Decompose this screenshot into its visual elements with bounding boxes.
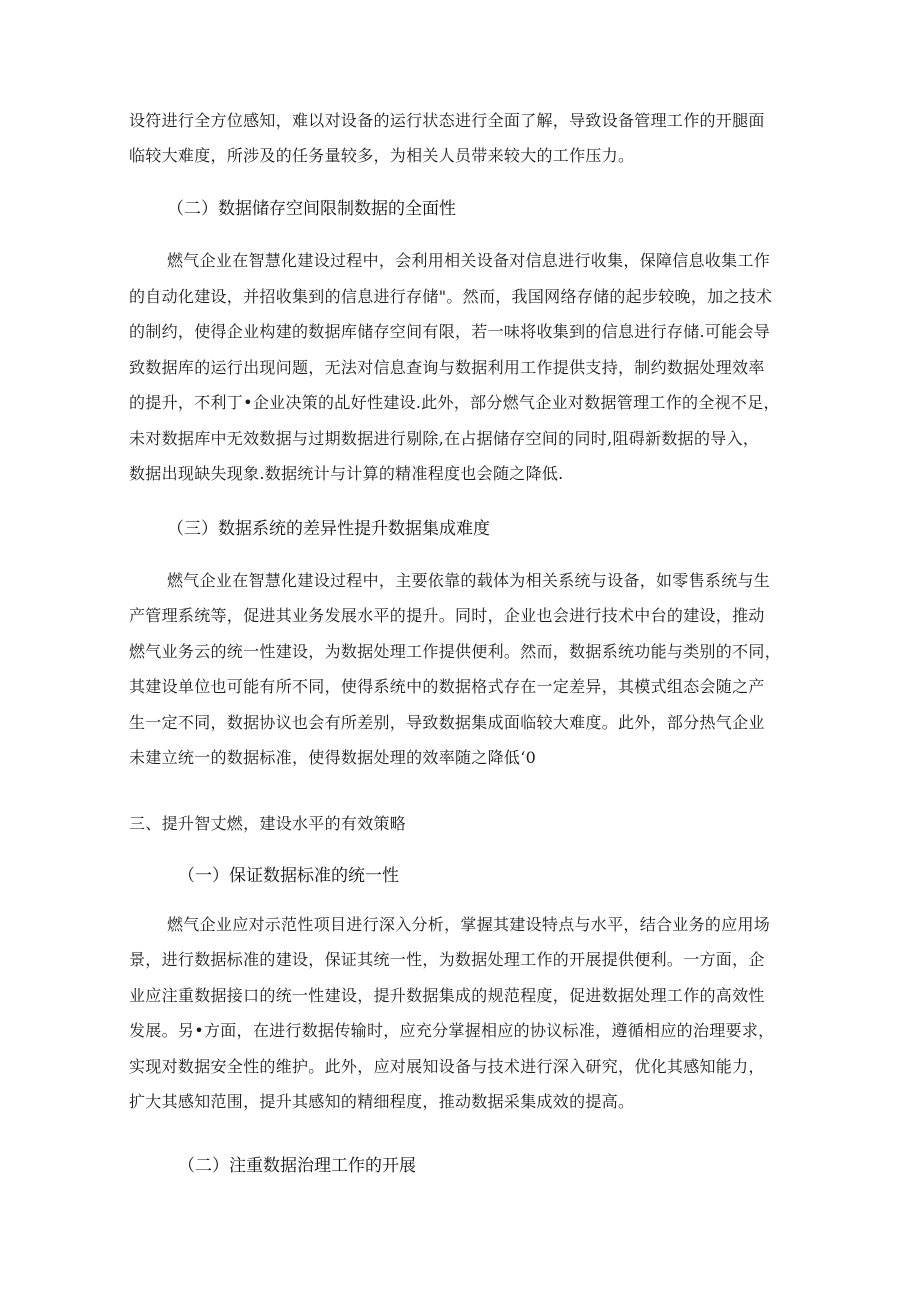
paragraph-line: 业应注重数据接口的统一性建设，提升数据集成的规范程度，促进数据处理工作的高效性 [129,986,765,1005]
subsection-heading: （二）数据储存空间限制数据的全面性 [167,199,456,219]
paragraph-line: 其建设单位也可能有所不同，使得系统中的数据格式存在一定差异，其模式组态会随之产 [129,677,765,696]
paragraph-line: 设符进行全方位感知，难以对设备的运行状态进行全面了解，导致设备管理工作的开腿面 [129,111,765,130]
paragraph-line: 燃气业务云的统一性建设，为数据处理工作提供便利。然而，数据系统功能与类别的不同， [129,642,782,661]
paragraph-line: 数据出现缺失现象.数据统计与计算的精准程度也会随之降低. [129,464,564,483]
subsection-heading: （一）保证数据标准的统一性 [178,866,399,886]
paragraph-line: 燃气企业在智慧化建设过程中，主要依靠的载体为相关系统与设备，如零售系统与生 [167,571,771,590]
paragraph-line: 未建立统一的数据标准，使得数据处理的效率随之降低‘0 [129,748,537,767]
paragraph-line: 燃气企业应对示范性项目进行深入分析，掌握其建设特点与水平，结合业务的应用场 [167,915,771,934]
paragraph-line: 生一定不同，数据协议也会有所差别，导致数据集成面临较大难度。此外，部分热气企业 [129,713,765,732]
paragraph-line: 的提升，不利丁•企业决策的乩好性建设.此外，部分燃气企业对数据管理工作的全视不足， [129,393,780,412]
paragraph-line: 发展。另•方面，在进行数据传输时，应充分掌握相应的协议标准，遵循相应的治理要求， [129,1021,775,1040]
paragraph-line: 的自动化建设，并招收集到的信息进行存储"。然而，我国网络存储的起步较晚，加之技术 [129,287,773,306]
paragraph-line: 临较大难度，所涉及的任务量较多，为相关人员带来较大的工作压力。 [129,146,635,165]
subsection-heading: （三）数据系统的差异性提升数据集成难度 [167,519,490,539]
paragraph-line: 致数据库的运行出现问题，无法对信息查询与数据利用工作提供支持，制约数据处理效率 [129,358,765,377]
paragraph-line: 产管理系统等，促进其业务发展水平的提升。同时，企业也会进行技术中台的建设，推动 [129,606,765,625]
paragraph-line: 燃气企业在智慧化建设过程中，会利用相关设备对信息进行收集，保障信息收集工作 [167,251,771,270]
paragraph-line: 景，进行数据标准的建设，保证其统一性，为数据处理工作的开展提供便利。一方面，企 [129,950,765,969]
subsection-heading: （二）注重数据治理工作的开展 [178,1156,416,1176]
paragraph-line: 未对数据库中无效数据与过期数据进行剔除,在占据储存空间的同时,阻碍新数据的导入， [129,429,760,448]
paragraph-line: 扩大其感知范围，提升其感知的精细程度，推动数据采集成效的提高。 [129,1092,635,1111]
section-heading: 三、提升智丈燃，建设水平的有效策略 [129,814,407,833]
paragraph-line: 的制约，使得企业构建的数据库储存空间有限，若一味将收集到的信息进行存储.可能会导 [129,322,771,341]
paragraph-line: 实现对数据安全性的维护。此外，应对展知设备与技术进行深入研究，优化其感知能力， [129,1057,765,1076]
